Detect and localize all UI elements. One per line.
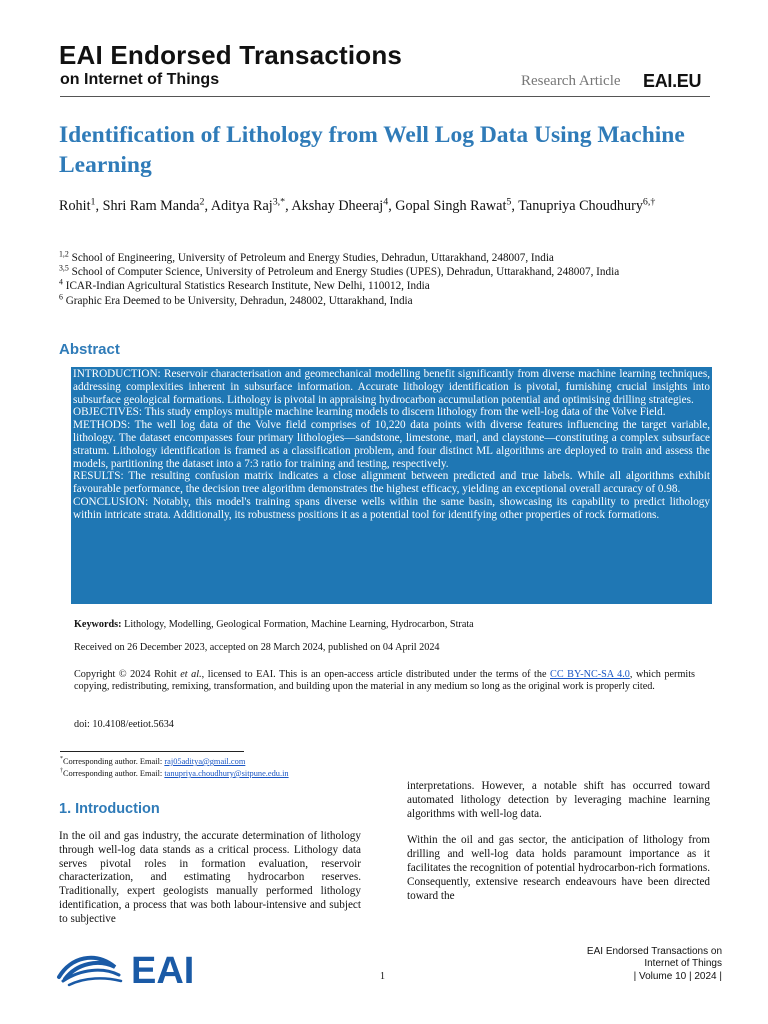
affiliation bbox=[59, 265, 739, 279]
introduction-heading: 1. Introduction bbox=[59, 801, 160, 817]
abstract-introduction: INTRODUCTION: Reservoir characterisation and geomechanical modelling benefit significantly from diverse machine learning techniques, addressing complexities inherent in subsurface information. Accurate lithology identification is pivotal, furnishing crucial insights into subsurface geological formations. Lithology is pivotal in appraising hydrocarbon accumulation potential and optimising drilling strategies. bbox=[73, 368, 710, 406]
affiliations bbox=[59, 251, 739, 308]
author: Aditya Raj bbox=[210, 198, 273, 214]
header-divider bbox=[60, 96, 710, 97]
footnote-corresponding-1 bbox=[60, 757, 245, 766]
footnote-divider bbox=[60, 751, 244, 752]
affiliation-sup: 1,2 bbox=[59, 249, 69, 259]
footer-journal-info bbox=[560, 946, 722, 983]
footer-journal-line2: Internet of Things bbox=[644, 958, 722, 970]
brand-logo-text: EAI.EU bbox=[643, 71, 702, 91]
affiliation bbox=[59, 251, 739, 265]
affiliation-sup: 3,5 bbox=[59, 263, 69, 273]
author: Rohit bbox=[59, 198, 91, 214]
copyright-pre: Copyright © 2024 Rohit bbox=[74, 669, 181, 680]
left-column bbox=[59, 830, 361, 940]
author: Tanupriya Choudhury bbox=[518, 198, 643, 214]
author: Gopal Singh Rawat bbox=[395, 198, 507, 214]
affiliation bbox=[59, 279, 739, 293]
author-sup: 5 bbox=[506, 196, 512, 208]
abstract-methods: METHODS: The well log data of the Volve field comprises of 10,220 data points with diverse features influencing the target variable, lithology. The dataset encompasses four primary lithologies—sandstone, limestone, marl, and claystone—constituting a complex subsurface stratum. Lithology identification is framed as a classification problem, and four distinct ML algorithms are deployed to train and assess the models, partitioning the dataset into a 7:3 ratio for training and testing, respectively. bbox=[73, 419, 710, 470]
footer-journal-line1: EAI Endorsed Transactions on bbox=[586, 946, 722, 957]
affiliation bbox=[59, 291, 739, 308]
received-dates: Received on 26 December 2023, accepted on 28 March 2024, published on 04 April 2024 bbox=[74, 642, 440, 653]
footnote-label: Corresponding author. Email: bbox=[62, 757, 165, 766]
footnote-label: Corresponding author. Email: bbox=[62, 769, 165, 778]
doi: doi: 10.4108/eetiot.5634 bbox=[74, 719, 174, 730]
author: Shri Ram Manda bbox=[102, 198, 200, 214]
abstract-box bbox=[71, 367, 712, 604]
keywords-label: Keywords: bbox=[74, 619, 122, 630]
footnote-mark: † bbox=[60, 768, 63, 775]
author-sup: 1 bbox=[90, 196, 96, 208]
author-list: Rohit$^1$, Shri Ram Manda$^2$, Aditya Raj$^{3,*}$, Akshay Dheeraj$^4$, Gopal Singh Rawat$^5$, Tanupriya Choudhury$^{6,\dagger}$ bbox=[59, 196, 656, 214]
copyright-mid: , licensed to EAI. This is an open-access article distributed under the terms of the bbox=[201, 669, 551, 680]
right-column bbox=[407, 780, 710, 916]
author-sup: 3,* bbox=[272, 196, 286, 208]
author: Akshay Dheeraj bbox=[291, 198, 384, 214]
article-type: Research Article bbox=[521, 73, 621, 89]
abstract-heading: Abstract bbox=[59, 341, 120, 358]
intro-paragraph: In the oil and gas industry, the accurate determination of lithology through well-log data stands as a critical process. Lithology data serves pivotal roles in formation evaluation, reservoir characterization, and estimating hydrocarbon reserves. Traditionally, expert geologists manually performed lithology identification, a process that was both labour-intensive and subject to subjective bbox=[59, 830, 361, 925]
eai-logo-text: EAI bbox=[131, 950, 195, 989]
affiliation-sup: 6 bbox=[59, 291, 63, 301]
abstract-conclusion: CONCLUSION: Notably, this model's training spans diverse wells within the same basin, showcasing its capability to predict lithology within intricate strata. Additionally, its robustness positions it as a potential tool for identifying other properties of rock formations. bbox=[73, 495, 710, 521]
footnote-corresponding-2 bbox=[60, 769, 289, 778]
copyright-post: , which permits copying, redistributing, remixing, transformation, and building upon the material in any medium so long as the original work is properly cited. bbox=[74, 669, 695, 693]
paper-title: Identification of Lithology from Well Log Data Using Machine Learning bbox=[59, 122, 685, 178]
eai-logo bbox=[55, 945, 215, 989]
copyright-etal: et al. bbox=[180, 669, 202, 680]
eai-swoosh-icon bbox=[55, 945, 215, 989]
affiliation-text: Graphic Era Deemed to be University, Dehradun, 248002, Uttarakhand, India bbox=[65, 294, 413, 307]
keywords-text: Lithology, Modelling, Geological Formation, Machine Learning, Hydrocarbon, Strata bbox=[124, 619, 474, 630]
email-link[interactable]: raj05aditya@gmail.com bbox=[164, 757, 246, 766]
abstract-objectives: OBJECTIVES: This study employs multiple machine learning models to discern lithology from the well-log data of the Volve Field. bbox=[73, 406, 666, 419]
abstract-results: RESULTS: The resulting confusion matrix indicates a close alignment between predicted and true labels. While all algorithms exhibit favourable performance, the decision tree algorithm demonstrates the highest efficacy, yielding an exceptional overall accuracy of 0.98. bbox=[73, 470, 710, 496]
affiliation-text: School of Computer Science, University of Petroleum and Energy Studies (UPES), Dehradun, Uttarakhand, 248007, India bbox=[71, 266, 620, 279]
footnote-mark: * bbox=[60, 756, 63, 763]
copyright-notice bbox=[74, 669, 695, 693]
author-sup: 2 bbox=[199, 196, 205, 208]
author-sup: 6,† bbox=[642, 196, 656, 208]
journal-name: EAI Endorsed Transactions bbox=[59, 40, 403, 70]
author-sup: 4 bbox=[383, 196, 389, 208]
footer-volume: | Volume 10 | 2024 | bbox=[633, 970, 722, 982]
journal-subtitle: on Internet of Things bbox=[60, 71, 220, 88]
license-link[interactable]: CC BY-NC-SA 4.0 bbox=[550, 669, 630, 680]
intro-paragraph: interpretations. However, a notable shift has occurred toward automated lithology detection by leveraging machine learning algorithms with well-log data. bbox=[407, 780, 710, 820]
email-link[interactable]: tanupriya.choudhury@sitpune.edu.in bbox=[164, 769, 289, 778]
keywords bbox=[74, 619, 714, 630]
affiliation-text: ICAR-Indian Agricultural Statistics Research Institute, New Delhi, 110012, India bbox=[65, 280, 430, 293]
affiliation-text: School of Engineering, University of Petroleum and Energy Studies, Dehradun, Uttarakhand, 248007, India bbox=[71, 252, 554, 264]
affiliation-sup: 4 bbox=[59, 277, 63, 287]
page-number: 1 bbox=[380, 971, 385, 982]
intro-paragraph: Within the oil and gas sector, the anticipation of lithology from drilling and well-log data holds paramount importance as it facilitates the recognition of potential hydrocarbon-rich formations. Consequently, extensive research endeavours have been directed toward the bbox=[407, 834, 710, 902]
